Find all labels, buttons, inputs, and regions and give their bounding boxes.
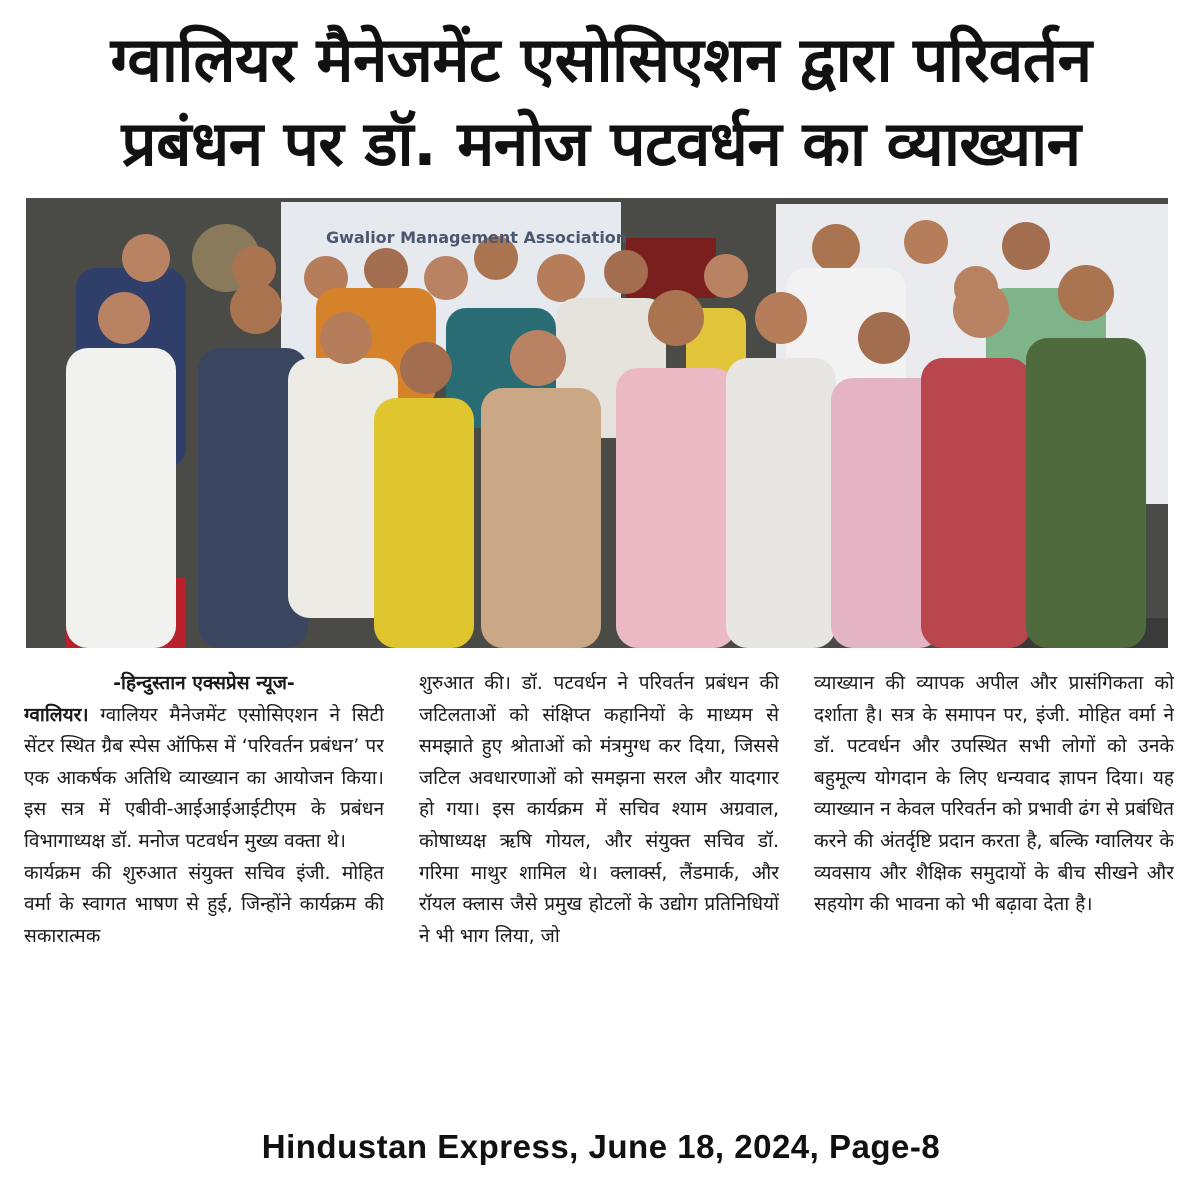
article-column-2-text: शुरुआत की। डॉ. पटवर्धन ने परिवर्तन प्रबंधन की जटिलताओं को संक्षिप्त कहानियों के माध्यम से समझाते हुए श्रोताओं को मंत्रमुग्ध कर दिया, जिससे जटिल अवधारणाओं को समझना सरल और यादगार हो गया। इस कार्यक्रम में सचिव श्याम अग्रवाल, कोषाध्यक्ष ऋषि गोयल, और संयुक्त सचिव डॉ. गरिमा माथुर शामिल थे। क्लार्क्स, लैंडमार्क, और रॉयल क्लास जैसे प्रमुख होटलों के उद्योग प्रतिनिधियों ने भी भाग लिया, जो — [419, 672, 779, 947]
article-body — [24, 668, 1176, 1134]
group-photo-illustration — [26, 198, 1168, 648]
article-paragraph-1 — [24, 700, 384, 858]
article-byline: -हिन्दुस्तान एक्सप्रेस न्यूज- — [113, 672, 295, 694]
article-column-2 — [419, 668, 779, 1134]
article-column-3 — [814, 668, 1174, 1134]
group-photo — [26, 198, 1168, 648]
article-paragraph-2: कार्यक्रम की शुरुआत संयुक्त सचिव इंजी. मोहित वर्मा के स्वागत भाषण से हुई, जिन्होंने कार्यक्रम की सकारात्मक — [24, 861, 384, 947]
headline — [0, 18, 1202, 186]
article-paragraph-1-text: ग्वालियर मैनेजमेंट एसोसिएशन ने सिटी सेंटर स्थित ग्रैब स्पेस ऑफिस में ‘परिवर्तन प्रबंधन’ पर एक आकर्षक अतिथि व्याख्यान का आयोजन किया। इस सत्र में एबीवी-आईआईआईटीएम के प्रबंधन विभागाध्यक्ष डॉ. मनोज पटवर्धन मुख्य वक्ता थे। — [24, 703, 384, 852]
headline-line-1: ग्वालियर मैनेजमेंट एसोसिएशन द्वारा परिवर्तन — [110, 23, 1092, 96]
article-column-3-text: व्याख्यान की व्यापक अपील और प्रासंगिकता को दर्शाता है। सत्र के समापन पर, इंजी. मोहित वर्मा ने डॉ. पटवर्धन और उपस्थित सभी लोगों को उनके बहुमूल्य योगदान के लिए धन्यवाद ज्ञापन दिया। यह व्याख्यान न केवल परिवर्तन को प्रभावी ढंग से प्रबंधित करने की अंतर्दृष्टि प्रदान करता है, बल्कि ग्वालियर के व्यवसाय और शैक्षिक समुदायों के बीच सीखने और सहयोग की भावना को भी बढ़ावा देता है। — [814, 672, 1174, 916]
source-footer: Hindustan Express, June 18, 2024, Page-8 — [261, 1128, 941, 1165]
article-dateline: ग्वालियर। — [24, 703, 89, 726]
headline-line-2: प्रबंधन पर डॉ. मनोज पटवर्धन का व्याख्यान — [121, 107, 1081, 180]
photo-banner-text: Gwalior Management Association — [326, 228, 628, 247]
article-column-1 — [24, 668, 384, 1134]
